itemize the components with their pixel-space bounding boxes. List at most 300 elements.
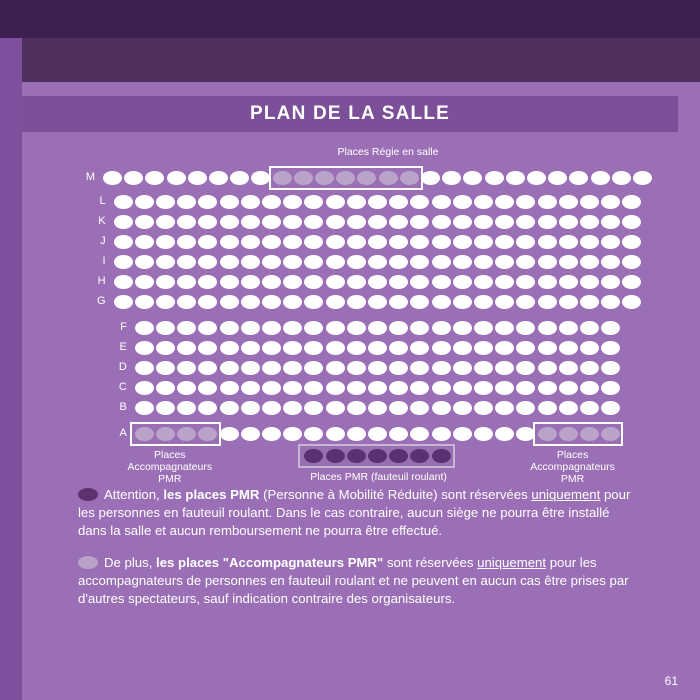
seat[interactable] [177,255,196,269]
seat[interactable] [580,215,599,229]
seat[interactable] [601,381,620,395]
seat[interactable] [516,361,535,375]
seat[interactable] [559,215,578,229]
seat[interactable] [601,361,620,375]
seat[interactable] [326,427,345,441]
seat[interactable] [241,341,260,355]
seat[interactable] [538,275,557,289]
seat[interactable] [485,171,504,185]
seat[interactable] [538,381,557,395]
seat[interactable] [432,361,451,375]
seat[interactable] [389,381,408,395]
seat[interactable] [135,361,154,375]
seat[interactable] [198,381,217,395]
seat[interactable] [167,171,186,185]
seat[interactable] [389,235,408,249]
seat[interactable] [474,401,493,415]
seat[interactable] [326,361,345,375]
seat[interactable] [326,195,345,209]
seat[interactable] [220,427,239,441]
seat[interactable] [135,401,154,415]
seat[interactable] [220,215,239,229]
seat[interactable] [368,255,387,269]
seat[interactable] [516,275,535,289]
seat[interactable] [326,341,345,355]
seat[interactable] [601,235,620,249]
seat[interactable] [527,171,546,185]
seat[interactable] [601,401,620,415]
seat[interactable] [220,295,239,309]
seat[interactable] [156,195,175,209]
seat[interactable] [506,171,525,185]
seat[interactable] [177,295,196,309]
seat[interactable] [495,381,514,395]
seat[interactable] [432,215,451,229]
seat[interactable] [304,401,323,415]
seat[interactable] [114,295,133,309]
seat[interactable] [177,361,196,375]
seat[interactable] [283,427,302,441]
seat[interactable] [135,195,154,209]
seat[interactable] [368,381,387,395]
seat[interactable] [283,195,302,209]
seat[interactable] [389,255,408,269]
seat[interactable] [135,381,154,395]
seat[interactable] [124,171,143,185]
seat[interactable] [622,215,641,229]
seat[interactable] [368,321,387,335]
seat[interactable] [410,275,429,289]
seat[interactable] [135,321,154,335]
seat[interactable] [538,195,557,209]
seat[interactable] [262,381,281,395]
seat[interactable] [474,275,493,289]
seat[interactable] [326,321,345,335]
seat[interactable] [262,255,281,269]
seat[interactable] [347,215,366,229]
seat[interactable] [347,381,366,395]
seat[interactable] [622,275,641,289]
seat[interactable] [410,401,429,415]
seat[interactable] [241,427,260,441]
seat[interactable] [453,401,472,415]
seat[interactable] [114,195,133,209]
seat[interactable] [548,171,567,185]
seat[interactable] [368,401,387,415]
seat[interactable] [304,361,323,375]
seat[interactable] [389,195,408,209]
seat[interactable] [559,255,578,269]
seat[interactable] [241,295,260,309]
seat[interactable] [410,321,429,335]
seat[interactable] [516,401,535,415]
seat[interactable] [135,235,154,249]
seat[interactable] [304,321,323,335]
seat[interactable] [410,195,429,209]
seat[interactable] [368,275,387,289]
seat[interactable] [516,381,535,395]
seat[interactable] [601,275,620,289]
seat[interactable] [262,215,281,229]
seat[interactable] [601,255,620,269]
seat[interactable] [135,295,154,309]
seat[interactable] [453,235,472,249]
seat[interactable] [410,341,429,355]
seat[interactable] [559,195,578,209]
seat[interactable] [347,361,366,375]
seat[interactable] [262,295,281,309]
seat[interactable] [156,235,175,249]
seat[interactable] [347,341,366,355]
seat[interactable] [135,341,154,355]
seat[interactable] [198,275,217,289]
seat[interactable] [347,427,366,441]
seat[interactable] [538,255,557,269]
seat[interactable] [304,195,323,209]
seat[interactable] [453,295,472,309]
seat[interactable] [262,235,281,249]
seat[interactable] [495,295,514,309]
seat[interactable] [368,195,387,209]
seat[interactable] [156,215,175,229]
seat[interactable] [145,171,164,185]
seat[interactable] [156,401,175,415]
seat[interactable] [538,341,557,355]
seat[interactable] [495,341,514,355]
seat[interactable] [463,171,482,185]
seat[interactable] [622,195,641,209]
seat[interactable] [410,295,429,309]
seat[interactable] [410,255,429,269]
seat[interactable] [368,361,387,375]
seat[interactable] [432,381,451,395]
seat[interactable] [347,255,366,269]
seat[interactable] [220,235,239,249]
seat[interactable] [453,361,472,375]
seat[interactable] [209,171,228,185]
seat[interactable] [198,401,217,415]
seat[interactable] [135,275,154,289]
seat[interactable] [177,235,196,249]
seat[interactable] [516,255,535,269]
seat[interactable] [177,275,196,289]
seat[interactable] [220,381,239,395]
seat[interactable] [622,295,641,309]
seat-pmr[interactable] [347,449,366,463]
seat[interactable] [304,427,323,441]
seat[interactable] [580,321,599,335]
seat[interactable] [474,215,493,229]
seat[interactable] [177,321,196,335]
seat[interactable] [410,215,429,229]
seat[interactable] [304,275,323,289]
seat[interactable] [495,361,514,375]
seat[interactable] [410,235,429,249]
seat[interactable] [283,361,302,375]
seat[interactable] [326,381,345,395]
seat[interactable] [612,171,631,185]
seat[interactable] [421,171,440,185]
seat[interactable] [283,235,302,249]
seat[interactable] [304,255,323,269]
seat[interactable] [368,235,387,249]
seat[interactable] [538,321,557,335]
seat[interactable] [601,321,620,335]
seat[interactable] [220,321,239,335]
seat[interactable] [580,361,599,375]
seat[interactable] [432,255,451,269]
seat[interactable] [580,341,599,355]
seat[interactable] [156,361,175,375]
seat[interactable] [453,255,472,269]
seat[interactable] [262,195,281,209]
seat[interactable] [368,295,387,309]
seat[interactable] [495,401,514,415]
seat[interactable] [177,215,196,229]
seat[interactable] [432,235,451,249]
seat[interactable] [580,401,599,415]
seat[interactable] [559,381,578,395]
seat[interactable] [516,235,535,249]
seat[interactable] [591,171,610,185]
seat[interactable] [516,195,535,209]
seat[interactable] [177,381,196,395]
seat[interactable] [601,295,620,309]
seat[interactable] [474,321,493,335]
seat[interactable] [580,235,599,249]
seat[interactable] [114,255,133,269]
seat-pmr[interactable] [432,449,451,463]
seat[interactable] [114,275,133,289]
seat[interactable] [156,275,175,289]
seat[interactable] [198,235,217,249]
seat[interactable] [262,275,281,289]
seat[interactable] [516,341,535,355]
seat[interactable] [474,295,493,309]
seat[interactable] [241,275,260,289]
seat[interactable] [538,235,557,249]
seat[interactable] [453,275,472,289]
seat[interactable] [389,295,408,309]
seat[interactable] [156,321,175,335]
seat[interactable] [495,235,514,249]
seat[interactable] [622,255,641,269]
seat[interactable] [220,255,239,269]
seat[interactable] [177,401,196,415]
seat[interactable] [220,361,239,375]
seat[interactable] [156,341,175,355]
seat[interactable] [474,255,493,269]
seat[interactable] [495,215,514,229]
seat[interactable] [580,295,599,309]
seat[interactable] [601,215,620,229]
seat[interactable] [559,235,578,249]
seat[interactable] [368,341,387,355]
seat[interactable] [326,401,345,415]
seat[interactable] [633,171,652,185]
seat[interactable] [241,361,260,375]
seat[interactable] [220,195,239,209]
seat[interactable] [262,361,281,375]
seat[interactable] [262,321,281,335]
seat[interactable] [559,361,578,375]
seat[interactable] [495,195,514,209]
seat[interactable] [432,321,451,335]
seat[interactable] [601,195,620,209]
seat[interactable] [114,215,133,229]
seat[interactable] [432,195,451,209]
seat[interactable] [495,275,514,289]
seat[interactable] [474,427,493,441]
seat[interactable] [304,295,323,309]
seat[interactable] [241,195,260,209]
seat[interactable] [580,381,599,395]
seat[interactable] [559,401,578,415]
seat[interactable] [580,195,599,209]
seat[interactable] [198,215,217,229]
seat[interactable] [283,215,302,229]
seat[interactable] [198,361,217,375]
seat[interactable] [220,341,239,355]
seat[interactable] [283,401,302,415]
seat[interactable] [188,171,207,185]
seat[interactable] [495,255,514,269]
seat[interactable] [559,341,578,355]
seat-pmr[interactable] [326,449,345,463]
seat[interactable] [283,381,302,395]
seat[interactable] [389,275,408,289]
seat[interactable] [156,295,175,309]
seat[interactable] [432,275,451,289]
seat[interactable] [389,361,408,375]
seat[interactable] [262,401,281,415]
seat[interactable] [516,321,535,335]
seat[interactable] [241,235,260,249]
seat[interactable] [326,235,345,249]
seat[interactable] [453,427,472,441]
seat[interactable] [156,381,175,395]
seat[interactable] [347,295,366,309]
seat[interactable] [177,341,196,355]
seat[interactable] [389,401,408,415]
seat[interactable] [559,321,578,335]
seat[interactable] [177,195,196,209]
seat[interactable] [347,275,366,289]
seat[interactable] [198,341,217,355]
seat[interactable] [453,195,472,209]
seat[interactable] [304,235,323,249]
seat[interactable] [241,215,260,229]
seat[interactable] [474,195,493,209]
seat[interactable] [347,401,366,415]
seat[interactable] [103,171,122,185]
seat[interactable] [410,381,429,395]
seat[interactable] [474,361,493,375]
seat[interactable] [283,255,302,269]
seat[interactable] [368,215,387,229]
seat[interactable] [474,381,493,395]
seat[interactable] [538,401,557,415]
seat[interactable] [230,171,249,185]
seat[interactable] [241,401,260,415]
seat[interactable] [622,235,641,249]
seat[interactable] [283,275,302,289]
seat[interactable] [432,341,451,355]
seat[interactable] [432,427,451,441]
seat-pmr[interactable] [368,449,387,463]
seat[interactable] [389,427,408,441]
seat[interactable] [283,321,302,335]
seat[interactable] [326,295,345,309]
seat[interactable] [453,381,472,395]
seat[interactable] [453,321,472,335]
seat[interactable] [241,255,260,269]
seat[interactable] [538,295,557,309]
seat[interactable] [326,275,345,289]
seat[interactable] [474,341,493,355]
seat[interactable] [410,427,429,441]
seat[interactable] [241,321,260,335]
seat[interactable] [347,235,366,249]
seat[interactable] [262,341,281,355]
seat[interactable] [495,427,514,441]
seat[interactable] [516,215,535,229]
seat[interactable] [389,321,408,335]
seat[interactable] [453,215,472,229]
seat[interactable] [559,275,578,289]
seat[interactable] [368,427,387,441]
seat[interactable] [432,295,451,309]
seat[interactable] [495,321,514,335]
seat[interactable] [538,215,557,229]
seat[interactable] [601,341,620,355]
seat[interactable] [580,255,599,269]
seat[interactable] [251,171,270,185]
seat[interactable] [326,215,345,229]
seat[interactable] [516,295,535,309]
seat[interactable] [304,381,323,395]
seat[interactable] [304,341,323,355]
seat[interactable] [389,215,408,229]
seat[interactable] [347,195,366,209]
seat[interactable] [198,295,217,309]
seat[interactable] [220,401,239,415]
seat[interactable] [135,215,154,229]
seat[interactable] [569,171,588,185]
seat[interactable] [453,341,472,355]
seat[interactable] [283,295,302,309]
seat[interactable] [262,427,281,441]
seat[interactable] [114,235,133,249]
seat[interactable] [410,361,429,375]
seat[interactable] [198,255,217,269]
seat[interactable] [389,341,408,355]
seat[interactable] [283,341,302,355]
seat[interactable] [580,275,599,289]
seat[interactable] [474,235,493,249]
seat[interactable] [347,321,366,335]
seat[interactable] [241,381,260,395]
seat[interactable] [559,295,578,309]
seat[interactable] [135,255,154,269]
seat[interactable] [156,255,175,269]
seat[interactable] [538,361,557,375]
seat[interactable] [326,255,345,269]
seat[interactable] [442,171,461,185]
seat[interactable] [432,401,451,415]
seat[interactable] [198,321,217,335]
seat[interactable] [198,195,217,209]
